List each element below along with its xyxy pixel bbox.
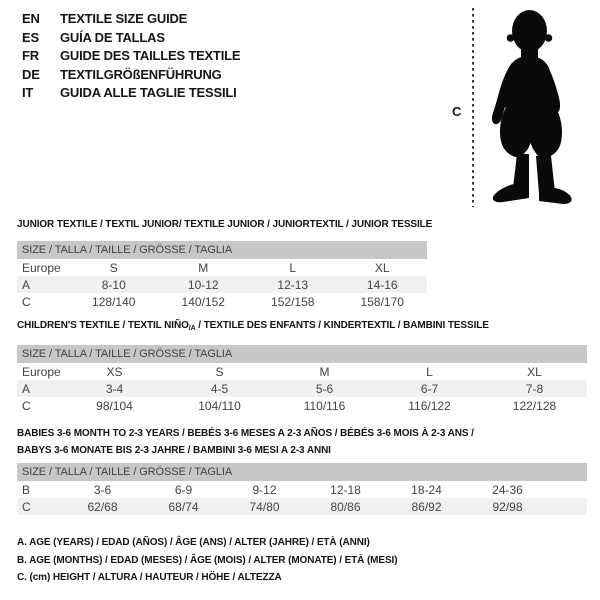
language-title: GUIDE DES TAILLES TEXTILE [60, 48, 241, 64]
children-size-table [17, 345, 587, 414]
value-cell: 110/116 [303, 398, 346, 413]
table-row [17, 397, 587, 414]
table-row [17, 363, 587, 380]
value-cell: 104/110 [198, 398, 241, 413]
size-cell: L [426, 364, 433, 379]
table-row [17, 259, 427, 276]
value-cell: 7-8 [482, 380, 587, 397]
table-row [17, 481, 587, 498]
value-cell: 3-6 [93, 482, 112, 497]
language-code: EN [22, 11, 40, 26]
value-cell: 12-13 [248, 276, 338, 293]
size-cell: L [289, 260, 297, 275]
junior-size-table [17, 241, 427, 310]
value-cell: 116/122 [408, 398, 451, 413]
value-cell: 128/140 [92, 294, 136, 309]
value-cell: 86/92 [386, 498, 467, 515]
row-label: A [17, 276, 69, 293]
value-cell: 68/74 [143, 498, 224, 515]
language-title: TEXTILE SIZE GUIDE [60, 11, 188, 26]
junior-table-title: JUNIOR TEXTILE / TEXTIL JUNIOR/ TEXTILE JUNIOR / JUNIORTEXTIL / JUNIOR TESSILE [17, 219, 433, 230]
value-cell: 24-36 [492, 482, 523, 497]
children-table-title [17, 318, 489, 338]
size-cell: XS [106, 364, 123, 379]
table-row [17, 498, 587, 515]
value-cell: 74/80 [224, 498, 305, 515]
language-title: TEXTILGRÖßENFÜHRUNG [60, 66, 222, 82]
value-cell: 122/128 [512, 398, 557, 413]
row-label: A [17, 380, 62, 397]
legend-line-a: A. AGE (YEARS) / EDAD (AÑOS) / ÂGE (ANS) / ALTER (JAHRE) / ETÀ (ANNI) [17, 537, 370, 548]
region-label: Europe [22, 260, 61, 275]
legend-line-c: C. (cm) HEIGHT / ALTURA / HAUTEUR / HÖHE / ALTEZZA [17, 572, 282, 584]
value-cell: 6-7 [377, 380, 482, 397]
value-cell: 18-24 [411, 482, 442, 497]
row-label: C [22, 398, 31, 413]
language-title-list [22, 10, 240, 103]
toddler-silhouette-icon [483, 6, 588, 206]
babies-title-line1: BABIES 3-6 MONTH TO 2-3 YEARS / BEBÉS 3-6 MESES A 2-3 AÑOS / BÉBÉS 3-6 MOIS À 2-3 ANS / [17, 428, 474, 439]
children-title-subscript: /A [188, 325, 196, 332]
language-code: DE [22, 66, 40, 82]
spacer-cell [548, 498, 587, 515]
value-cell: 3-4 [62, 380, 167, 397]
size-cell: S [109, 260, 118, 275]
value-cell: 10-12 [159, 276, 249, 293]
table-row [17, 293, 427, 310]
value-cell: 62/68 [62, 498, 143, 515]
spacer-cell [548, 481, 587, 498]
value-cell: 92/98 [467, 498, 548, 515]
legend-line-b: B. AGE (MONTHS) / EDAD (MESES) / ÂGE (MOIS) / ALTER (MONATE) / ETÀ (MESI) [17, 554, 398, 566]
size-cell: XL [527, 364, 542, 379]
height-dashed-line-icon [471, 8, 475, 207]
language-code: IT [22, 85, 34, 101]
language-row-en [22, 10, 240, 29]
value-cell: 6-9 [174, 482, 193, 497]
language-row-es [22, 29, 240, 48]
language-row-de [22, 66, 240, 85]
value-cell: 9-12 [252, 482, 277, 497]
children-title-before: CHILDREN'S TEXTILE / TEXTIL NIÑO [17, 320, 189, 331]
value-cell: 12-18 [330, 482, 361, 497]
measure-legend [17, 534, 397, 587]
value-cell: 4-5 [167, 380, 272, 397]
size-cell: M [319, 364, 330, 379]
region-label: Europe [22, 364, 61, 379]
row-label: C [22, 294, 31, 309]
language-code: ES [22, 29, 39, 45]
child-height-figure [445, 0, 600, 212]
value-cell: 152/158 [271, 294, 315, 309]
language-code: FR [22, 48, 39, 64]
size-cell: S [215, 364, 224, 379]
size-header-bar: SIZE / TALLA / TAILLE / GRÖSSE / TAGLIA [17, 241, 427, 259]
size-header-bar: SIZE / TALLA / TAILLE / GRÖSSE / TAGLIA [17, 345, 587, 363]
babies-table-title [17, 426, 474, 459]
babies-size-table [17, 463, 587, 515]
size-cell: XL [374, 260, 390, 275]
value-cell: 8-10 [69, 276, 159, 293]
value-cell: 98/104 [96, 398, 133, 413]
value-cell: 80/86 [305, 498, 386, 515]
babies-title-line2: BABYS 3-6 MONATE BIS 2-3 JAHRE / BAMBINI 3-6 MESI A 2-3 ANNI [17, 444, 331, 456]
row-label: B [22, 482, 31, 497]
table-row [17, 276, 427, 293]
language-row-it [22, 84, 240, 103]
height-measure-label: C [452, 104, 462, 119]
language-row-fr [22, 47, 240, 66]
size-header-bar: SIZE / TALLA / TAILLE / GRÖSSE / TAGLIA [17, 463, 587, 481]
value-cell: 158/170 [360, 294, 404, 309]
value-cell: 5-6 [272, 380, 377, 397]
row-label: C [17, 498, 62, 515]
language-title: GUIDA ALLE TAGLIE TESSILI [60, 85, 237, 101]
value-cell: 14-16 [338, 276, 428, 293]
children-title-after: / TEXTILE DES ENFANTS / KINDERTEXTIL / BAMBINI TESSILE [195, 320, 489, 331]
size-cell: M [198, 260, 209, 275]
value-cell: 140/152 [181, 294, 225, 309]
language-title: GUÍA DE TALLAS [60, 29, 165, 45]
table-row [17, 380, 587, 397]
